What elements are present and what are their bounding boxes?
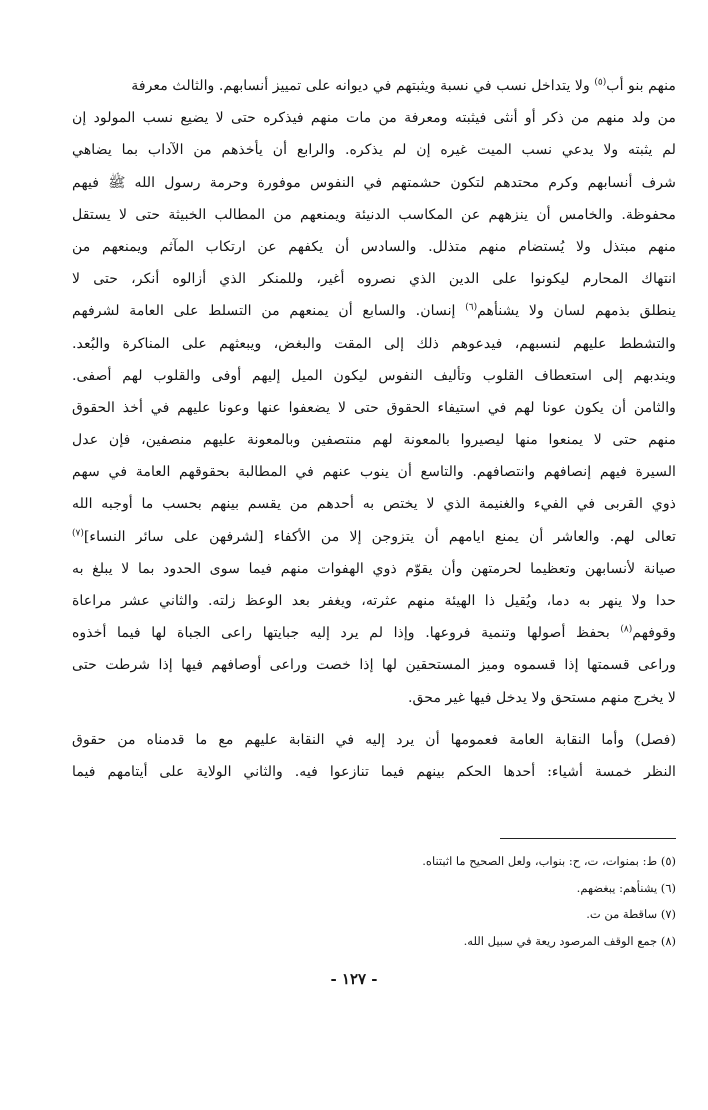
text-line: السيرة فيهم إنصافهم وانتصافهم. والتاسع أن ينوب عنهم في المطالبة بحقوقهم العامة في سهم (72, 464, 676, 481)
footnote-ref: (٥) (594, 77, 607, 88)
text-line: والتشطط عليهم لنسبهم، فيدعوهم ذلك إلى المقت والبغض، ويبعثهم على المناكرة والبُعد. (72, 335, 676, 352)
paragraph-gap (72, 714, 676, 724)
text-line: صيانة لأنسابهن وتعظيما لحرمتهن وأن يقوّم ذوي الهفوات منهم فيما سوى الحدود بما لا يبلغ به (72, 560, 676, 577)
footnote-divider (500, 838, 676, 839)
footnote: (٧) ساقطة من ت. (586, 907, 676, 921)
footnote: (٦) يشنأهم: يبغضهم. (576, 880, 676, 895)
main-text (72, 70, 676, 788)
text-line: منهم بنو أب$^{(٥)}$ ولا يتداخل نسب في نسبة ويثبتهم في ديوانه على تمييز أنسابهم. والثالث معرفة (131, 77, 676, 94)
text-line: (فصل) وأما النقابة العامة فعمومها أن يرد إليه في النقابة عليهم مع ما قدمناه من حقوق (72, 731, 676, 748)
text-line: النظر خمسة أشياء: أحدها الحكم بينهم فيما تنازعوا فيه. والثاني الولاية على أيتامهم فيما (72, 763, 676, 780)
text-line: والثامن أن يكون عونا لهم في استيفاء الحقوق حتى لا يضعفوا عنها وعونا عليهم في أخذ الحقوق (72, 399, 676, 416)
text-line: وقوفهم$^{(٨)}$ بحفظ أصولها وتنمية فروعها. وإذا لم يرد إليه جبايتها راعى الجباة لها فيما أخذوه (72, 624, 676, 642)
page-number: - ١٢٧ - (330, 970, 378, 988)
text-line: لم يثبته ولا يدعي نسب الميت غيره إن لم يذكره. والرابع أن يأخذهم من الآداب بما يضاهي (72, 142, 676, 159)
footnote-ref: (٦) (465, 302, 478, 313)
footnote-ref: (٨) (620, 624, 633, 635)
text-line: حدا ولا ينهر به دما، ويُقيل ذا الهيئة منهم عثرته، ويغفر بعد الوعظ زلته. والثاني عشر مراعاة (72, 593, 676, 609)
text-line: من ولد منهم من ذكر أو أنثى فيثبته ومعرفة من مات منهم فيذكره حتى لا يضيع نسب المولود إن (72, 110, 676, 127)
text-line: ويندبهم إلى استعطاف القلوب وتأليف النفوس ليكون الميل إليهم أوفى والقلوب لهم أصفى. (72, 367, 676, 384)
footnote: (٥) ط: بمنوات، ت، ح: بنواب، ولعل الصحيح ما اثبتناه. (422, 854, 676, 868)
footnotes (300, 848, 676, 954)
footnote: (٨) جمع الوقف المرصود ريعة في سبيل الله. (463, 933, 676, 948)
text-line: تعالى لهم. والعاشر أن يمنع ايامهم أن يتزوجن إلا من الأكفاء [لشرفهن على سائر النساء]$^{(٧)}$ (72, 527, 676, 545)
text-line: انتهاك المحارم ليكونوا على الدين الذي نصروه أغير، وللمنكر الذي أزالوه أنكر، حتى لا (72, 271, 676, 288)
text-line: شرف أنسابهم وكرم محتدهم لتكون حشمتهم في النفوس موفورة وحرمة رسول الله ﷺ فيهم (72, 174, 676, 191)
text-line: منهم مبتذل ولا يُستضام منهم متذلل. والسادس أن يكفهم عن ارتكاب المآثم ويمنعهم من (72, 238, 676, 255)
footnote-ref: (٧) (72, 527, 84, 538)
text-line: وراعى قسمتها إذا قسموه وميز المستحقين لها إذا خصت وراعى أوصافهم فيها إذا شرطت حتى (72, 657, 676, 674)
text-line: منهم حتى لا يمنعوا منها ليصيروا بالمعونة لهم منتصفين وبالمعونة عليهم منصفين، فإن عدل (72, 432, 676, 449)
text-line: لا يخرج منهم مستحق ولا يدخل فيها غير محق. (407, 689, 676, 706)
text-line: محفوظة. والخامس أن ينزههم عن المكاسب الدنيئة ويمنعهم من المطالب الخبيثة حتى لا يستقل (72, 206, 676, 223)
text-line: ذوي القربى في الفيء والغنيمة الذي لا يختص به أحدهم من يقسم بينهم بحسب ما أوجبه الله (72, 496, 676, 513)
text-line: ينطلق بذمهم لسان ولا يشنأهم$^{(٦)}$ إنسان. والسابع أن يمنعهم من التسلط على العامة لشرفهم (72, 302, 676, 320)
